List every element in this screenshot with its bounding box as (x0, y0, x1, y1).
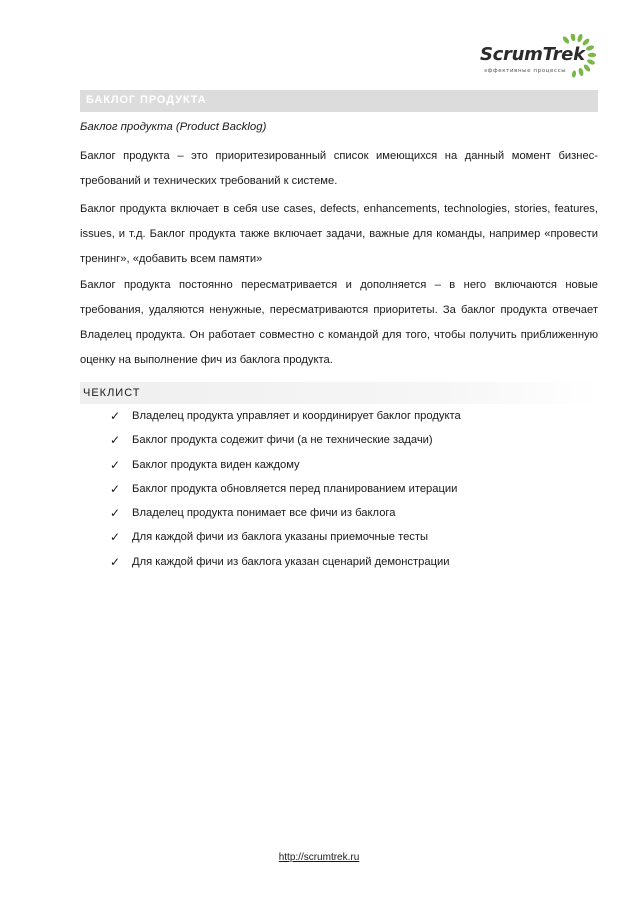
checklist-title: ЧЕКЛИСТ (83, 387, 141, 399)
checklist-header (80, 382, 598, 404)
checklist-item-text: Баклог продукта виден каждому (132, 458, 300, 471)
scrumtrek-logo (480, 38, 598, 82)
checkmark-icon: ✓ (110, 409, 121, 423)
checklist-item-text: Владелец продукта управляет и координирует баклог продукта (132, 410, 461, 422)
checkmark-icon: ✓ (110, 457, 121, 472)
section-header (80, 90, 598, 112)
logo-text: ScrumTrek (480, 44, 585, 65)
leaf-wreath-icon (558, 34, 600, 78)
checklist-item (110, 525, 461, 549)
checklist-item-text: Для каждой фичи из баклога указан сценарий демонстрации (132, 555, 450, 568)
checklist-item (110, 477, 461, 501)
page-subtitle: Баклог продукта (Product Backlog) (80, 121, 267, 133)
checklist-item-text: Для каждой фичи из баклога указаны приемочные тесты (132, 531, 429, 544)
checkmark-icon: ✓ (110, 481, 121, 496)
paragraph-maintenance: Баклог продукта постоянно пересматривается и дополняется – в него включаются новые требования, удаляются ненужные, пересматриваются приоритеты. За баклог продукта отвечает Владелец продукта. Он работает совместно с командой для того, чтобы получить приближенную оценку на выполнение фич из баклога продукта. (80, 279, 598, 366)
checklist-item (110, 453, 461, 477)
checklist-item (110, 428, 461, 452)
checklist-item (110, 501, 461, 525)
footer (0, 852, 638, 863)
checkmark-icon: ✓ (110, 506, 121, 521)
checkmark-icon: ✓ (110, 554, 121, 569)
checklist-item (110, 550, 461, 574)
checklist-item (110, 404, 461, 428)
paragraph-definition: Баклог продукта – это приоритезированный список имеющихся на данный момент бизнес-требований и технических требований к системе. (80, 150, 598, 187)
checkmark-icon: ✓ (110, 530, 121, 545)
checkmark-icon: ✓ (110, 433, 121, 448)
footer-url-link[interactable]: http://scrumtrek.ru (278, 852, 360, 863)
section-title: БАКЛОГ ПРОДУКТА (86, 94, 207, 106)
checklist-item-text: Баклог продукта содежит фичи (а не технические задачи) (132, 434, 433, 447)
checklist (110, 404, 461, 574)
checklist-item-text: Владелец продукта понимает все фичи из баклога (132, 507, 396, 520)
logo-tagline: эффективные процессы (484, 68, 567, 74)
paragraph-contents: Баклог продукта включает в себя use cases, defects, enhancements, technologies, stories, features, issues, и т.д. Баклог продукта также включает задачи, важные для команды, например «провести тренинг», «добавить всем памяти» (80, 203, 598, 265)
checklist-item-text: Баклог продукта обновляется перед планированием итерации (132, 482, 458, 495)
